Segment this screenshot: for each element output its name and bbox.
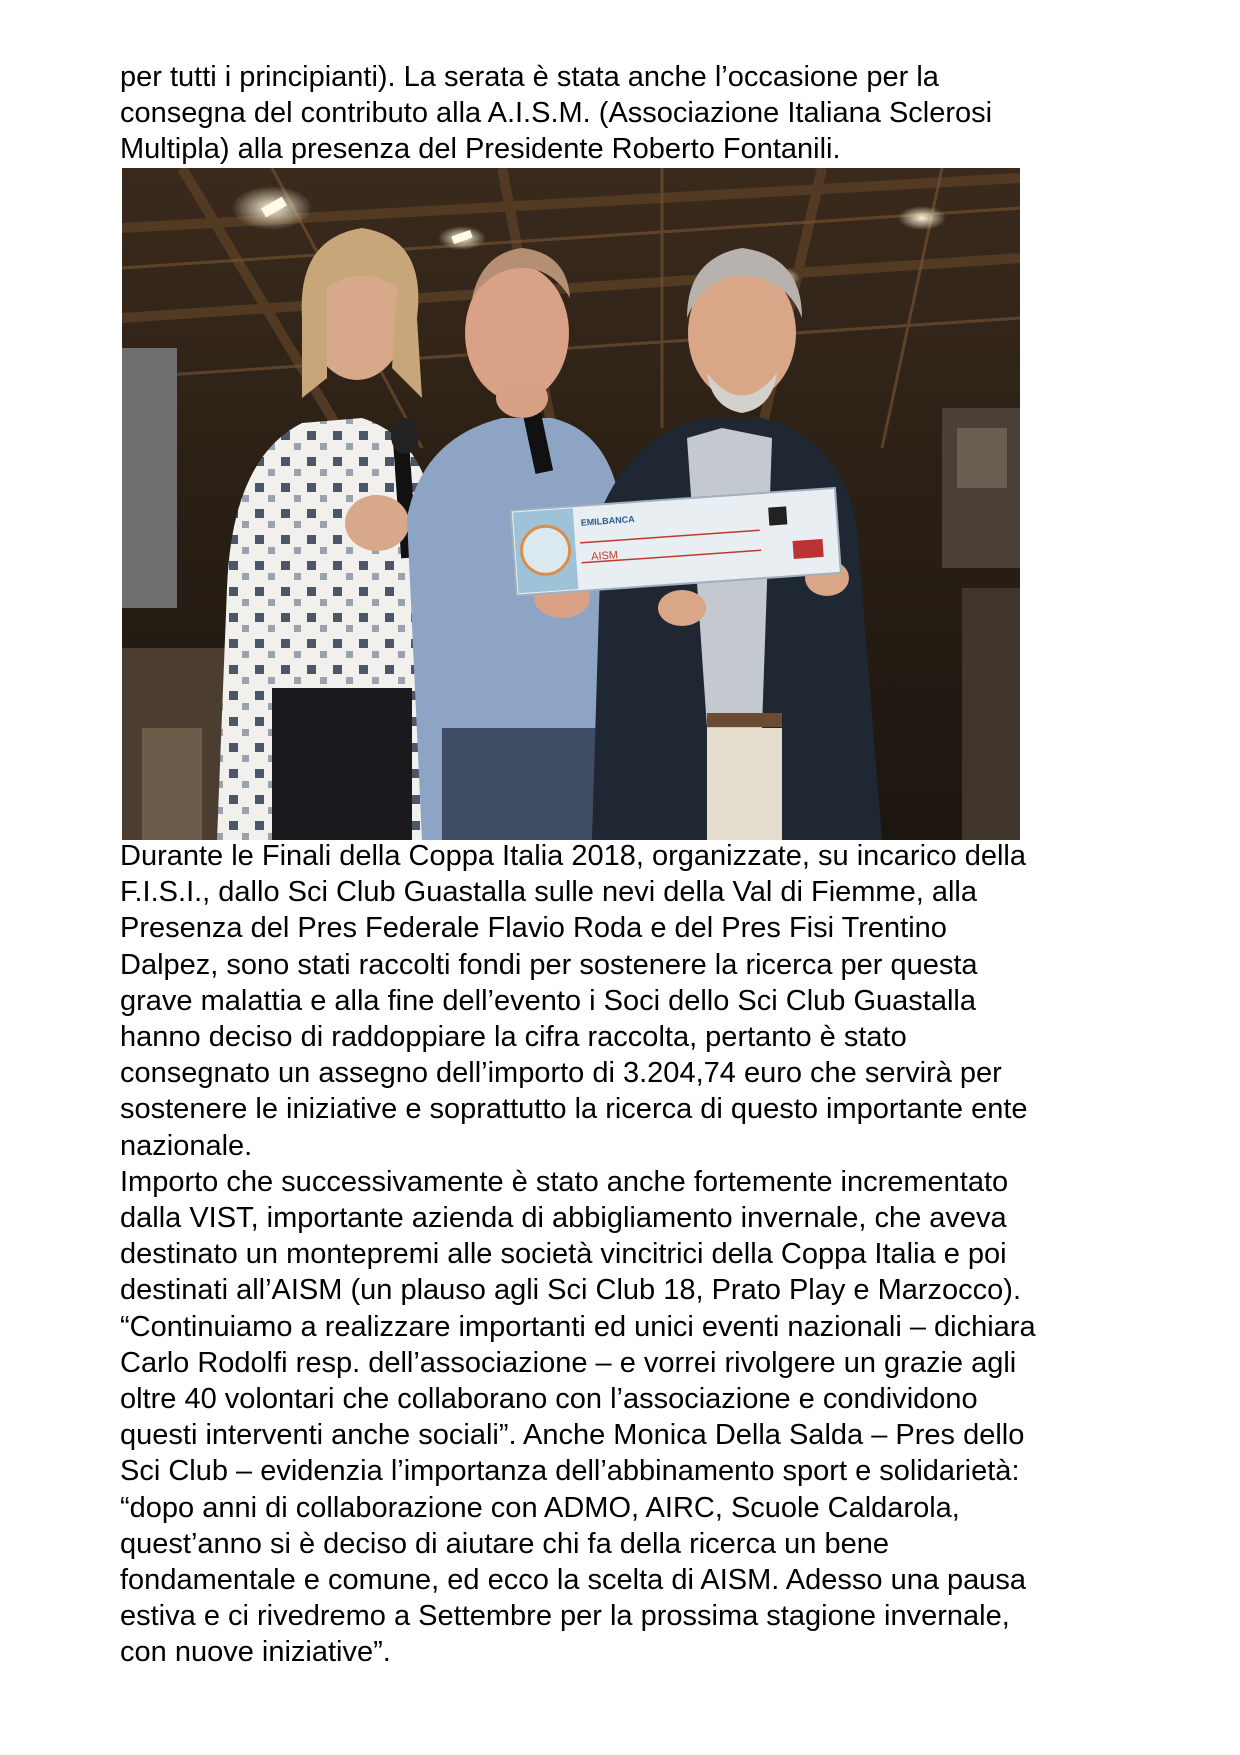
body-line: F.I.S.I., dallo Sci Club Guastalla sulle nevi della Val di Fiemme, alla — [120, 876, 977, 909]
intro-line: Multipla) alla presenza del Presidente Roberto Fontanili. — [120, 133, 841, 166]
body-line: “dopo anni di collaborazione con ADMO, AIRC, Scuole Caldarola, — [120, 1491, 960, 1524]
body-line: destinato un montepremi alle società vincitrici della Coppa Italia e poi — [120, 1238, 1007, 1271]
body-line: estiva e ci rivedremo a Settembre per la prossima stagione invernale, — [120, 1600, 1010, 1633]
body-line: questi interventi anche sociali”. Anche Monica Della Salda – Pres dello — [120, 1419, 1025, 1452]
body-line: fondamentale e comune, ed ecco la scelta di AISM. Adesso una pausa — [120, 1564, 1027, 1597]
event-photo-illustration — [122, 168, 1020, 840]
body-line: Carlo Rodolfi resp. dell’associazione – e vorrei rivolgere un grazie agli — [120, 1346, 1017, 1379]
body-line: oltre 40 volontari che collaborano con l’associazione e condividono — [120, 1383, 978, 1416]
body-line: sostenere le iniziative e soprattutto la ricerca di questo importante ente — [120, 1093, 1028, 1126]
intro-paragraph — [120, 59, 1130, 168]
body-line: destinati all’AISM (un plauso agli Sci Club 18, Prato Play e Marzocco). — [120, 1274, 1022, 1307]
body-line: con nuove iniziative”. — [120, 1636, 391, 1669]
event-photo — [122, 168, 1020, 840]
body-line: Durante le Finali della Coppa Italia 2018, organizzate, su incarico della — [120, 840, 1026, 872]
cheque-bank-name: EMILBANCA — [580, 514, 635, 528]
body-line: Importo che successivamente è stato anche fortemente incrementato — [120, 1165, 1009, 1198]
body-line: hanno deciso di raddoppiare la cifra raccolta, pertanto è stato — [120, 1021, 907, 1054]
intro-line: per tutti i principianti). La serata è stata anche l’occasione per la — [120, 61, 939, 93]
intro-line: consegna del contributo alla A.I.S.M. (Associazione Italiana Sclerosi — [120, 97, 993, 130]
cheque-payee: AISM — [590, 549, 619, 564]
body-line: Presenza del Pres Federale Flavio Roda e del Pres Fisi Trentino — [120, 912, 947, 945]
body-line: Dalpez, sono stati raccolti fondi per sostenere la ricerca per questa — [120, 948, 978, 981]
body-line: dalla VIST, importante azienda di abbigliamento invernale, che aveva — [120, 1202, 1007, 1235]
body-line: grave malattia e alla fine dell’evento i Soci dello Sci Club Guastalla — [120, 984, 976, 1017]
body-line: “Continuiamo a realizzare importanti ed unici eventi nazionali – dichiara — [120, 1310, 1036, 1343]
body-line: Sci Club – evidenzia l’importanza dell’abbinamento sport e solidarietà: — [120, 1455, 1020, 1488]
body-line: nazionale. — [120, 1129, 253, 1162]
body-paragraph — [120, 838, 1130, 1671]
body-line: consegnato un assegno dell’importo di 3.204,74 euro che servirà per — [120, 1057, 1002, 1090]
body-line: quest’anno si è deciso di aiutare chi fa della ricerca un bene — [120, 1527, 889, 1560]
